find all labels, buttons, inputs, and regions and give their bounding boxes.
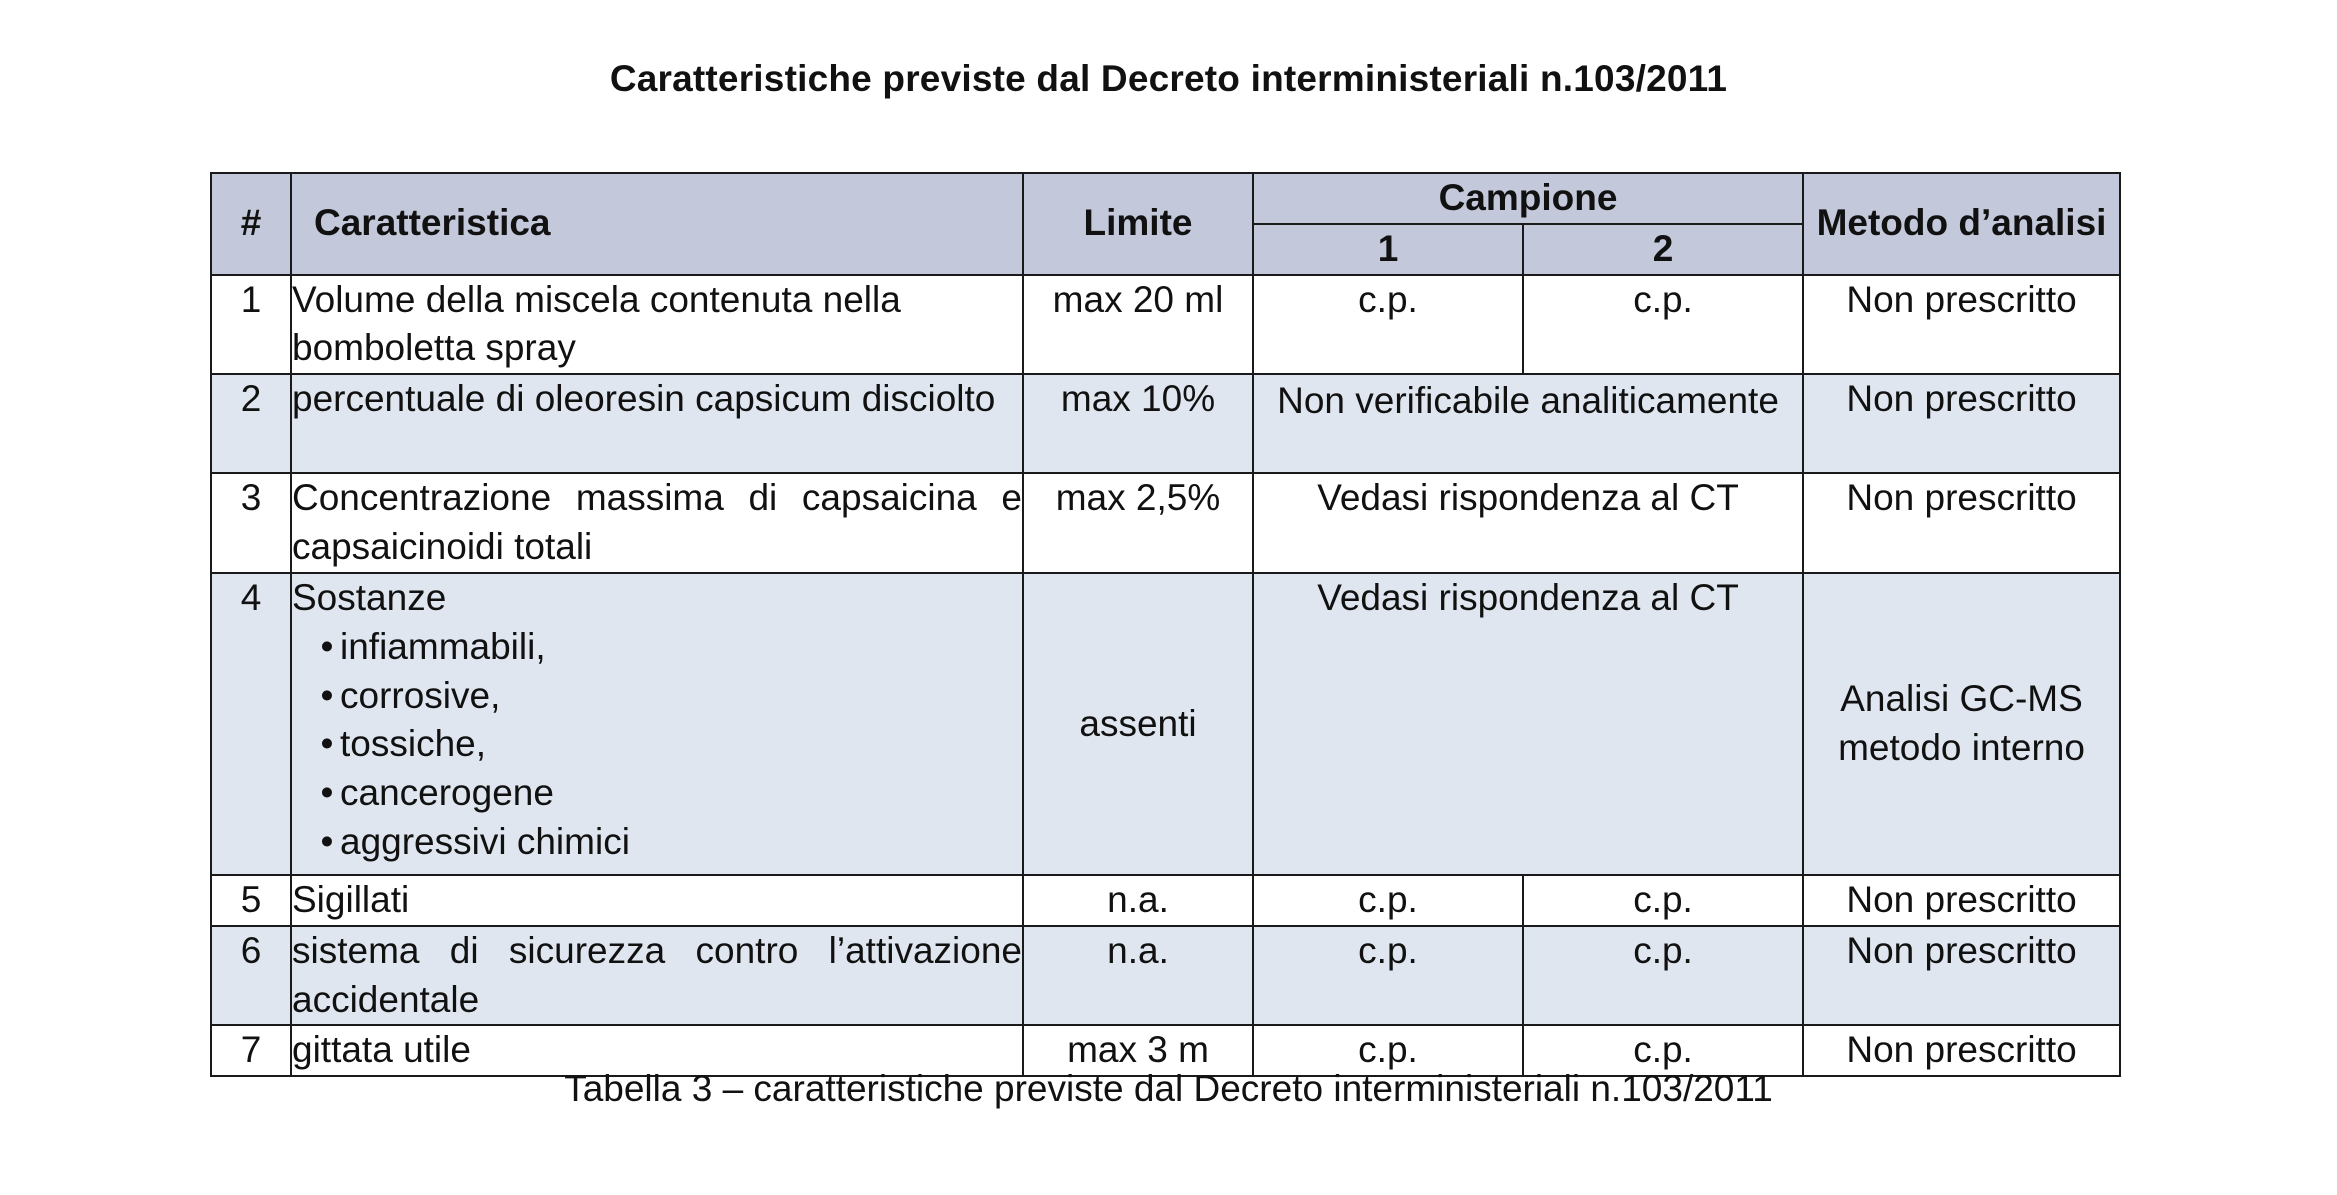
row-campione-2: c.p.: [1523, 875, 1803, 926]
row-limite: max 20 ml: [1023, 275, 1253, 375]
row-campione-1: c.p.: [1253, 926, 1523, 1026]
row-campione-2: c.p.: [1523, 1025, 1803, 1076]
row-metodo: Non prescritto: [1803, 374, 2120, 473]
row-metodo: Non prescritto: [1803, 275, 2120, 375]
row-limite: assenti: [1023, 573, 1253, 875]
row-number: 4: [211, 573, 291, 875]
row-number: 1: [211, 275, 291, 375]
header-limite: Limite: [1023, 173, 1253, 275]
row-limite: n.a.: [1023, 875, 1253, 926]
table-row: [211, 573, 2120, 875]
row-caratteristica: gittata utile: [291, 1025, 1023, 1076]
header-num: #: [211, 173, 291, 275]
row-caratteristica: Concentrazione massima di capsaicina e capsaicinoidi totali: [291, 473, 1023, 573]
document-title: Caratteristiche previste dal Decreto interministeriali n.103/2011: [609, 58, 1728, 99]
row-number: 7: [211, 1025, 291, 1076]
row-campione-2: c.p.: [1523, 275, 1803, 375]
row-caratteristica: sistema di sicurezza contro l’attivazione accidentale: [291, 926, 1023, 1026]
row-caratteristica-cell: [291, 573, 1023, 875]
row-metodo: Analisi GC-MS metodo interno: [1803, 573, 2120, 875]
row-campione-merged: Vedasi rispondenza al CT: [1253, 573, 1803, 875]
row-metodo: Non prescritto: [1803, 926, 2120, 1026]
header-campione: Campione: [1253, 173, 1803, 224]
header-caratteristica: Caratteristica: [291, 173, 1023, 275]
row-metodo: Non prescritto: [1803, 875, 2120, 926]
row-number: 3: [211, 473, 291, 573]
header-campione-1: 1: [1253, 224, 1523, 275]
row-number: 5: [211, 875, 291, 926]
header-metodo: Metodo d’analisi: [1803, 173, 2120, 275]
row-metodo: Non prescritto: [1803, 473, 2120, 573]
characteristics-table: [210, 172, 2121, 1077]
row-campione-merged: Non verificabile analiticamente: [1253, 374, 1803, 473]
row-caratteristica: percentuale di oleoresin capsicum disciolto: [291, 374, 1023, 473]
row-campione-2: c.p.: [1523, 926, 1803, 1026]
table-row: [211, 875, 2120, 926]
table-row: [211, 473, 2120, 573]
row-metodo: Non prescritto: [1803, 1025, 2120, 1076]
table-row: [211, 275, 2120, 375]
row-caratteristica: Sigillati: [291, 875, 1023, 926]
row-campione-1: c.p.: [1253, 275, 1523, 375]
row-limite: max 2,5%: [1023, 473, 1253, 573]
row-limite: n.a.: [1023, 926, 1253, 1026]
row-campione-merged: Vedasi rispondenza al CT: [1253, 473, 1803, 573]
substances-list: [292, 623, 1022, 867]
table-row: [211, 926, 2120, 1026]
table-caption: Tabella 3 – caratteristiche previste dal Decreto interministeriali n.103/2011: [564, 1068, 1773, 1109]
table-row: [211, 374, 2120, 473]
list-item: • infiammabili,: [314, 623, 1022, 672]
row-campione-1: c.p.: [1253, 875, 1523, 926]
row-number: 2: [211, 374, 291, 473]
header-campione-2: 2: [1523, 224, 1803, 275]
list-item: • aggressivi chimici: [314, 818, 1022, 867]
row-caratteristica: Volume della miscela contenuta nella bomboletta spray: [291, 275, 1023, 375]
row-campione-1: c.p.: [1253, 1025, 1523, 1076]
row-caratteristica: Sostanze: [292, 576, 447, 618]
row-limite: max 3 m: [1023, 1025, 1253, 1076]
row-limite: max 10%: [1023, 374, 1253, 473]
list-item: • cancerogene: [314, 769, 1022, 818]
list-item: • tossiche,: [314, 720, 1022, 769]
list-item: • corrosive,: [314, 672, 1022, 721]
row-number: 6: [211, 926, 291, 1026]
